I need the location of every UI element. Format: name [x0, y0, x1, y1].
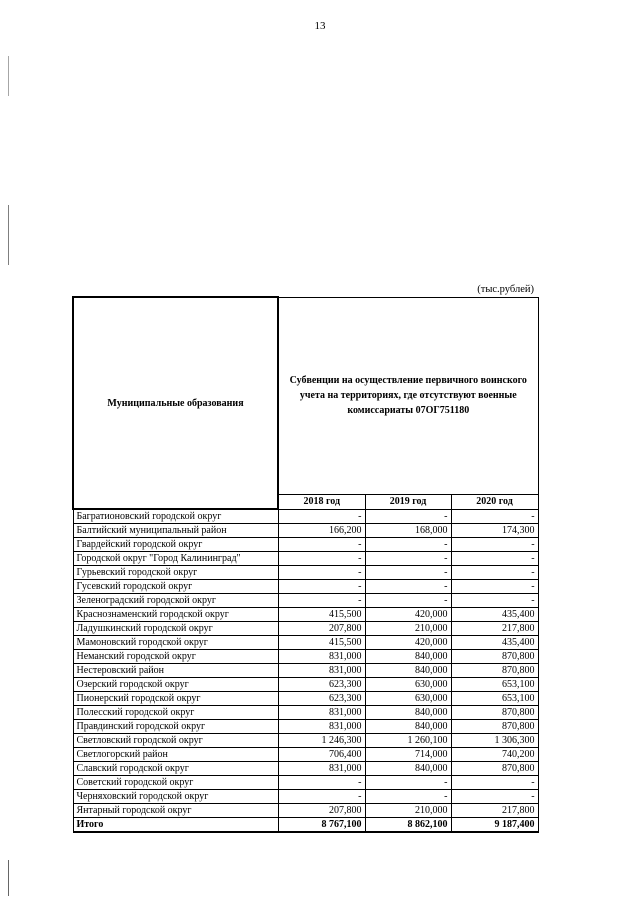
row-value-2018: 623,300 [278, 678, 365, 692]
margin-mark-bottom [8, 860, 9, 896]
row-value-2020: 870,800 [451, 720, 538, 734]
total-row [73, 818, 538, 833]
row-value-2020: 870,800 [451, 650, 538, 664]
row-value-2020: 870,800 [451, 706, 538, 720]
row-value-2018: 623,300 [278, 692, 365, 706]
row-value-2018: 415,500 [278, 636, 365, 650]
table-row [73, 608, 538, 622]
row-value-2019: - [365, 509, 451, 524]
row-value-2018: - [278, 538, 365, 552]
header-year-2020: 2020 год [451, 495, 538, 509]
row-value-2020: - [451, 509, 538, 524]
row-value-2020: 435,400 [451, 608, 538, 622]
row-value-2018: 415,500 [278, 608, 365, 622]
row-value-2019: - [365, 580, 451, 594]
row-value-2019: 714,000 [365, 748, 451, 762]
row-value-2018: 831,000 [278, 762, 365, 776]
table-row [73, 762, 538, 776]
row-value-2018: - [278, 509, 365, 524]
row-name: Балтийский муниципальный район [73, 524, 278, 538]
table-row [73, 692, 538, 706]
row-value-2019: - [365, 790, 451, 804]
margin-mark-top [8, 56, 9, 96]
row-value-2020: 653,100 [451, 678, 538, 692]
table-row [73, 524, 538, 538]
row-value-2019: 630,000 [365, 678, 451, 692]
row-value-2019: 840,000 [365, 664, 451, 678]
row-value-2018: 166,200 [278, 524, 365, 538]
row-name: Полесский городской округ [73, 706, 278, 720]
row-value-2020: - [451, 790, 538, 804]
row-value-2018: - [278, 790, 365, 804]
total-label: Итого [73, 818, 278, 833]
row-name: Краснознаменский городской округ [73, 608, 278, 622]
table-row [73, 552, 538, 566]
total-value-2018: 8 767,100 [278, 818, 365, 833]
row-value-2018: 831,000 [278, 650, 365, 664]
row-name: Неманский городской округ [73, 650, 278, 664]
row-value-2019: 210,000 [365, 804, 451, 818]
total-value-2019: 8 862,100 [365, 818, 451, 833]
table-row [73, 790, 538, 804]
header-subvention: Субвенции на осуществление первичного воинского учета на территориях, где отсутствуют военные комиссариаты 07ОГ751180 [278, 297, 538, 495]
row-value-2018: 831,000 [278, 706, 365, 720]
row-value-2020: 870,800 [451, 762, 538, 776]
table-row [73, 650, 538, 664]
table-row [73, 734, 538, 748]
row-value-2018: 207,800 [278, 622, 365, 636]
row-value-2019: 1 260,100 [365, 734, 451, 748]
row-value-2020: - [451, 580, 538, 594]
table-row [73, 636, 538, 650]
row-value-2020: 217,800 [451, 622, 538, 636]
row-name: Пионерский городской округ [73, 692, 278, 706]
row-value-2018: 706,400 [278, 748, 365, 762]
row-value-2018: 1 246,300 [278, 734, 365, 748]
row-value-2018: 831,000 [278, 664, 365, 678]
row-value-2020: 740,200 [451, 748, 538, 762]
table-row [73, 748, 538, 762]
row-value-2019: 840,000 [365, 720, 451, 734]
row-name: Ладушкинский городской округ [73, 622, 278, 636]
row-value-2020: 870,800 [451, 664, 538, 678]
row-value-2018: - [278, 776, 365, 790]
table-row [73, 509, 538, 524]
row-value-2020: 653,100 [451, 692, 538, 706]
row-name: Озерский городской округ [73, 678, 278, 692]
row-value-2019: 168,000 [365, 524, 451, 538]
row-value-2019: - [365, 552, 451, 566]
row-value-2018: 831,000 [278, 720, 365, 734]
row-value-2018: - [278, 552, 365, 566]
row-value-2020: 174,300 [451, 524, 538, 538]
row-name: Черняховский городской округ [73, 790, 278, 804]
table-row [73, 776, 538, 790]
row-name: Мамоновский городской округ [73, 636, 278, 650]
row-value-2018: - [278, 594, 365, 608]
row-value-2019: 840,000 [365, 650, 451, 664]
row-value-2018: - [278, 566, 365, 580]
subvention-table [72, 296, 539, 833]
row-value-2020: 435,400 [451, 636, 538, 650]
row-value-2019: 840,000 [365, 706, 451, 720]
row-value-2019: 420,000 [365, 636, 451, 650]
row-value-2020: 217,800 [451, 804, 538, 818]
row-value-2019: - [365, 566, 451, 580]
page-number: 13 [314, 20, 326, 32]
table-row [73, 804, 538, 818]
table-row [73, 622, 538, 636]
row-name: Городской округ "Город Калининград" [73, 552, 278, 566]
row-value-2019: - [365, 594, 451, 608]
row-name: Зеленоградский городской округ [73, 594, 278, 608]
header-year-2018: 2018 год [278, 495, 365, 509]
table-row [73, 664, 538, 678]
table-row [73, 580, 538, 594]
row-name: Правдинский городской округ [73, 720, 278, 734]
table-row [73, 720, 538, 734]
row-name: Славский городской округ [73, 762, 278, 776]
row-name: Светлогорский район [73, 748, 278, 762]
row-name: Гурьевский городской округ [73, 566, 278, 580]
row-value-2019: 210,000 [365, 622, 451, 636]
row-value-2020: - [451, 552, 538, 566]
row-name: Советский городской округ [73, 776, 278, 790]
row-name: Багратионовский городской округ [73, 509, 278, 524]
table-row [73, 706, 538, 720]
row-value-2019: 630,000 [365, 692, 451, 706]
row-value-2020: - [451, 594, 538, 608]
table-row [73, 566, 538, 580]
row-value-2018: 207,800 [278, 804, 365, 818]
row-value-2019: 420,000 [365, 608, 451, 622]
row-value-2020: - [451, 776, 538, 790]
header-year-2019: 2019 год [365, 495, 451, 509]
row-value-2020: - [451, 538, 538, 552]
table-row [73, 538, 538, 552]
units-label: (тыс.рублей) [477, 284, 534, 295]
row-value-2020: - [451, 566, 538, 580]
row-name: Нестеровский район [73, 664, 278, 678]
table-row [73, 594, 538, 608]
table-row [73, 678, 538, 692]
row-value-2020: 1 306,300 [451, 734, 538, 748]
row-value-2019: 840,000 [365, 762, 451, 776]
row-name: Гвардейский городской округ [73, 538, 278, 552]
table-body [73, 509, 538, 832]
row-name: Гусевский городской округ [73, 580, 278, 594]
row-value-2018: - [278, 580, 365, 594]
row-name: Янтарный городской округ [73, 804, 278, 818]
row-name: Светловский городской округ [73, 734, 278, 748]
row-value-2019: - [365, 538, 451, 552]
header-municipality: Муниципальные образования [73, 297, 278, 509]
total-value-2020: 9 187,400 [451, 818, 538, 833]
row-value-2019: - [365, 776, 451, 790]
margin-mark-middle [8, 205, 9, 265]
